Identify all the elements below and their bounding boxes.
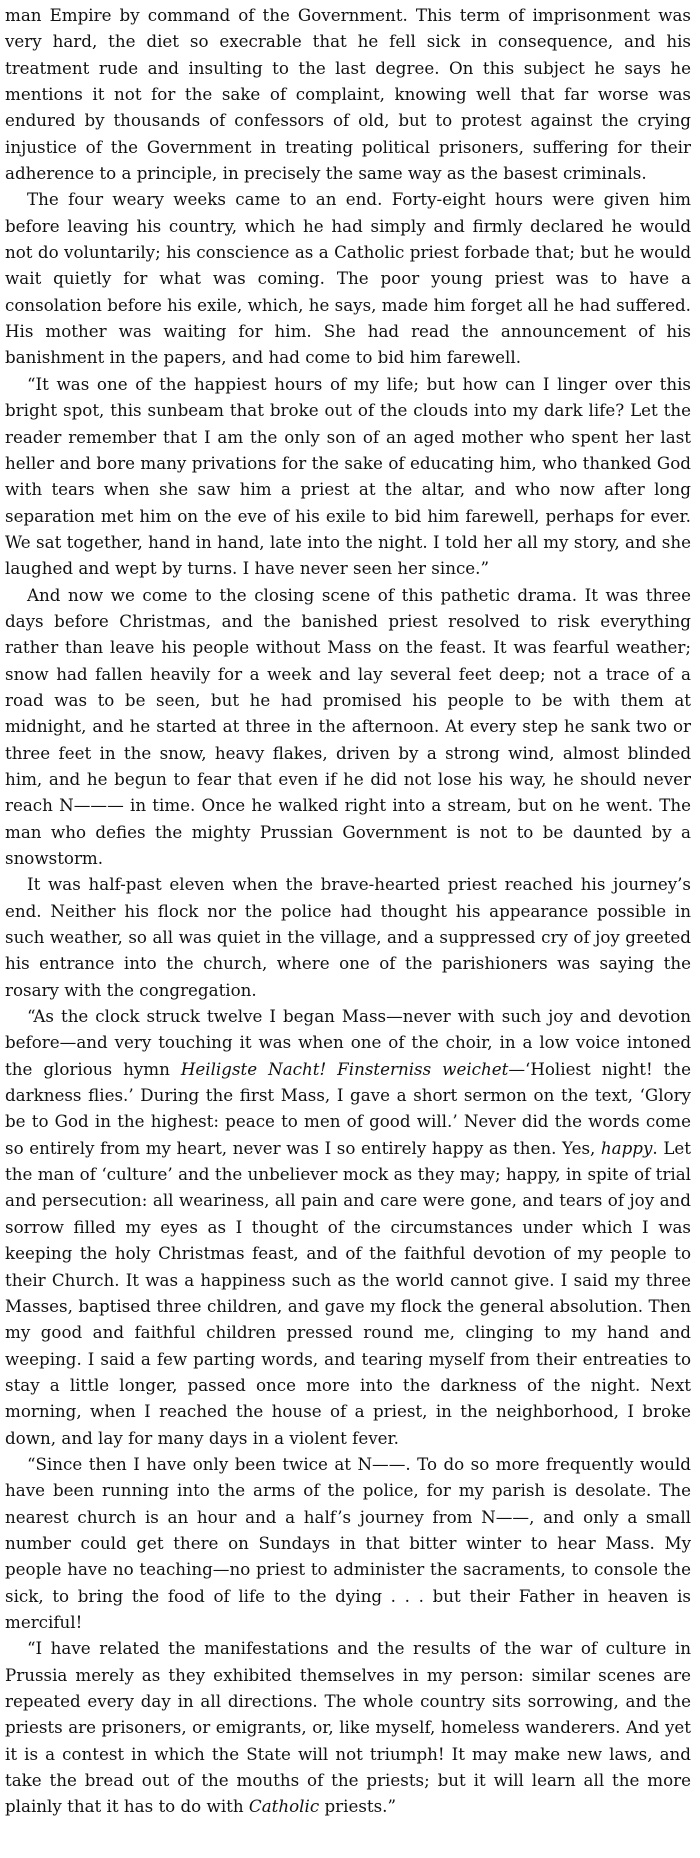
text-run: —‘Holiest night! the darkness flies.’ During the first Mass, I gave a short sermon on the text, ‘Glory be to God in the highest: peace to men of good will.’ Never did the words come so entirely from my heart, never was I so entirely happy as then. Yes, xyxy=(5,1058,691,1158)
emphasis-catholic: Catholic xyxy=(248,1796,320,1817)
paragraph-war-of-culture xyxy=(5,1635,691,1819)
text-run: “It was one of the happiest hours of my life; but how can I linger over this bright spot, this sunbeam that broke out of the clouds into my dark life? Let the reader remember that I am the only son of an aged mother who spent her last heller and bore many privations for the sake of educating him, who thanked God with tears when she saw him a priest at the altar, and who now after long separation met him on the eve of his exile to bid him farewell, perhaps for ever. We sat together, hand in hand, late into the night. I told her all my story, and she laughed and wept by turns. I have never seen her since.” xyxy=(5,373,691,579)
text-run: “I have related the manifestations and the results of the war of culture in Prussia merely as they exhibited themselves in my person: similar scenes are repeated every day in all directions. The whole country sits sorrowing, and the priests are prisoners, or emigrants, or, like myself, homeless wanderers. And yet it is a contest in which the State will not triumph! It may make new laws, and take the bread out of the mouths of the priests; but it will learn all the more plainly that it has to do with xyxy=(5,1638,691,1817)
text-run: . Let the man of ‘culture’ and the unbeliever mock as they may; happy, in spite of trial and persecution: all weariness, all pain and care were gone, and tears of joy and sorrow filled my eyes as I thought of the circumstances under which I was keeping the holy Christmas feast, and of the faithful devotion of my people to their Church. It was a happiness such as the world cannot give. I said my three Masses, baptised three children, and gave my flock the general absolution. Then my good and faithful children pressed round me, clinging to my hand and weeping. I said a few parting words, and tearing myself from their entreaties to stay a little longer, passed once more into the darkness of the night. Next morning, when I reached the house of a priest, in the neighborhood, I broke down, and lay for many days in a violent fever. xyxy=(5,1137,691,1448)
paragraph-snowstorm-journey xyxy=(5,582,691,872)
text-run: And now we come to the closing scene of this pathetic drama. It was three days before Christmas, and the banished priest resolved to risk everything rather than leave his people without Mass on the feast. It was fearful weather; snow had fallen heavily for a week and lay several feet deep; not a trace of a road was to be seen, but he had promised his people to be with them at midnight, and he started at three in the afternoon. At every step he sank two or three feet in the snow, heavy flakes, driven by a strong wind, almost blinded him, and he begun to fear that even if he did not lose his way, he should never reach N——— in time. Once he walked right into a stream, but on he went. The man who defies the mighty Prussian Government is not to be daunted by a snowstorm. xyxy=(5,584,691,868)
emphasis-happy: happy xyxy=(600,1137,653,1158)
paragraph-christmas-mass xyxy=(5,1003,691,1451)
paragraph-imprisonment xyxy=(5,2,691,186)
text-run: “As the clock struck twelve I began Mass—never with such joy and devotion before—and very touching it was when one of the choir, in a low voice intoned the glorious hymn xyxy=(5,1006,691,1079)
paragraph-mother-farewell xyxy=(5,371,691,582)
text-run: The four weary weeks came to an end. Forty-eight hours were given him before leaving his country, which he had simply and firmly declared he would not do voluntarily; his conscience as a Catholic priest forbade that; but he would wait quietly for what was coming. The poor young priest was to have a consolation before his exile, which, he says, made him forget all he had suffered. His mother was waiting for him. She had read the announcement of his banishment in the papers, and had come to bid him farewell. xyxy=(5,189,691,368)
text-run: priests.” xyxy=(319,1796,397,1817)
paragraph-arrival xyxy=(5,871,691,1003)
text-run: It was half-past eleven when the brave-hearted priest reached his journey’s end. Neither his flock nor the police had thought his appearance possible in such weather, so all was quiet in the village, and a suppressed cry of joy greeted his entrance into the church, where one of the parishioners was saying the rosary with the congregation. xyxy=(5,874,691,1000)
hymn-title: Heiligste Nacht! Finsterniss weichet xyxy=(180,1058,509,1079)
text-run: man Empire by command of the Government. This term of imprisonment was very hard, the diet so execrable that he fell sick in consequence, and his treatment rude and insulting to the last degree. On this subject he says he mentions it not for the sake of complaint, knowing well that far worse was endured by thousands of confessors of old, but to protest against the crying injustice of the Government in treating political prisoners, suffering for their adherence to a principle, in precisely the same way as the basest criminals. xyxy=(5,5,691,184)
paragraph-desolate-parish xyxy=(5,1451,691,1635)
paragraph-banishment xyxy=(5,186,691,370)
text-run: “Since then I have only been twice at N——. To do so more frequently would have been running into the arms of the police, for my parish is desolate. The nearest church is an hour and a half’s journey from N——, and only a small number could get there on Sundays in that bitter winter to hear Mass. My people have no teaching—no priest to administer the sacraments, to console the sick, to bring the food of life to the dying . . . but their Father in heaven is merciful! xyxy=(5,1453,691,1632)
